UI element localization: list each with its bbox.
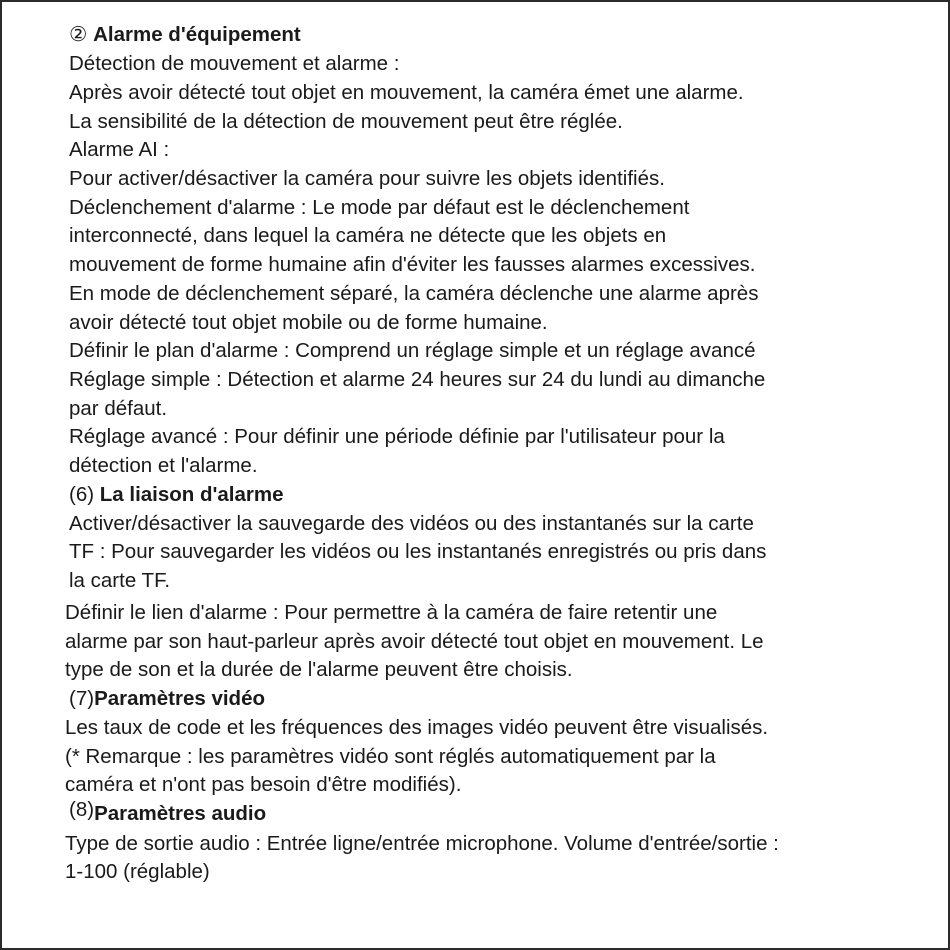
- section-number: (7): [69, 687, 95, 710]
- paragraph-line: Réglage avancé : Pour définir une période définie par l'utilisateur pour la: [69, 425, 725, 448]
- paragraph-line: Définir le lien d'alarme : Pour permettre à la caméra de faire retentir une: [65, 601, 718, 624]
- section-title: Paramètres vidéo: [94, 687, 265, 710]
- paragraph-line: la carte TF.: [69, 569, 171, 592]
- section-title: Paramètres audio: [94, 802, 267, 825]
- paragraph-line: alarme par son haut-parleur après avoir détecté tout objet en mouvement. Le: [65, 630, 764, 653]
- section-equipment-heading: [69, 21, 301, 49]
- section-title: La liaison d'alarme: [99, 483, 284, 506]
- paragraph-line: type de son et la durée de l'alarme peuvent être choisis.: [65, 658, 573, 681]
- paragraph-line: Définir le plan d'alarme : Comprend un réglage simple et un réglage avancé: [69, 339, 756, 362]
- paragraph-line: Activer/désactiver la sauvegarde des vidéos ou des instantanés sur la carte: [69, 512, 754, 535]
- paragraph-line: Déclenchement d'alarme : Le mode par défaut est le déclenchement: [69, 196, 690, 219]
- section-number: (8): [69, 798, 95, 821]
- paragraph-line: La sensibilité de la détection de mouvement peut être réglée.: [69, 110, 623, 133]
- section-liaison-heading: [69, 481, 284, 509]
- section-video-heading: [69, 685, 265, 713]
- section-audio-heading: [69, 800, 266, 828]
- paragraph-line: Après avoir détecté tout objet en mouvement, la caméra émet une alarme.: [69, 81, 744, 104]
- paragraph-line: En mode de déclenchement séparé, la caméra déclenche une alarme après: [69, 282, 759, 305]
- paragraph-line: détection et l'alarme.: [69, 454, 258, 477]
- paragraph-line: Type de sortie audio : Entrée ligne/entrée microphone. Volume d'entrée/sortie :: [65, 832, 779, 855]
- paragraph-line: caméra et n'ont pas besoin d'être modifiés).: [65, 773, 462, 796]
- paragraph-line: avoir détecté tout objet mobile ou de forme humaine.: [69, 311, 548, 334]
- paragraph-line: Pour activer/désactiver la caméra pour suivre les objets identifiés.: [69, 167, 665, 190]
- paragraph-line: Alarme AI :: [69, 138, 170, 161]
- paragraph-line: 1-100 (réglable): [65, 860, 210, 883]
- paragraph-line: interconnecté, dans lequel la caméra ne détecte que les objets en: [69, 224, 667, 247]
- paragraph-line: Réglage simple : Détection et alarme 24 heures sur 24 du lundi au dimanche: [69, 368, 766, 391]
- section-number: (6): [69, 483, 95, 506]
- paragraph-line: mouvement de forme humaine afin d'éviter les fausses alarmes excessives.: [69, 253, 756, 276]
- paragraph-line: Les taux de code et les fréquences des images vidéo peuvent être visualisés.: [65, 716, 769, 739]
- paragraph-line: TF : Pour sauvegarder les vidéos ou les instantanés enregistrés ou pris dans: [69, 540, 767, 563]
- paragraph-line: (* Remarque : les paramètres vidéo sont réglés automatiquement par la: [65, 745, 716, 768]
- section-number: ②: [69, 23, 88, 46]
- paragraph-line: par défaut.: [69, 397, 168, 420]
- section-title: Alarme d'équipement: [93, 23, 301, 46]
- paragraph-line: Détection de mouvement et alarme :: [69, 52, 400, 75]
